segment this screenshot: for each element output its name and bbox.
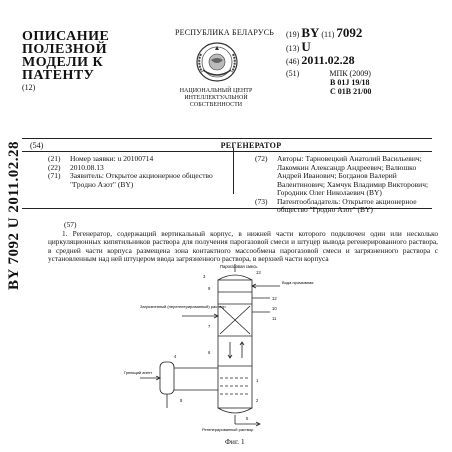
state-emblem-icon <box>193 40 241 84</box>
ref-number: 9 <box>208 286 211 291</box>
code-57: (57) <box>64 220 77 229</box>
mpk-class: C 01B 21/00 <box>330 87 372 96</box>
country-code: BY <box>301 25 320 40</box>
entry-code: (71) <box>48 171 61 180</box>
side-publication-number: BY 7092 U 2011.02.28 <box>6 140 22 290</box>
ref-number: 12 <box>272 296 277 301</box>
entry-text: Заявитель: Открытое акционерное общество "Гродно Азот" (BY) <box>70 171 213 189</box>
title-line: ПОЛЕЗНОЙ <box>22 42 108 57</box>
office-name: НАЦИОНАЛЬНЫЙ ЦЕНТР ИНТЕЛЛЕКТУАЛЬНОЙ СОБСТВЕННОСТИ <box>179 88 253 108</box>
divider <box>22 138 432 139</box>
code-54: (54) <box>30 141 44 150</box>
invention-title: РЕГЕНЕРАТОР <box>220 141 282 150</box>
divider <box>22 151 432 152</box>
title-line: ОПИСАНИЕ <box>22 29 110 44</box>
column-divider <box>233 148 234 194</box>
ref-number: 10 <box>272 306 277 311</box>
code-51: (51) <box>286 69 300 78</box>
abstract-text: 1. Регенератор, содержащий вертикальный корпус, в нижней части которого подключен один или несколько циркуляционных кипятильников раствора для получения парогазовой смеси и штуцер вывода регенерированного раствора, в средней части корпуса размещена зона контактного массообмена парогазовой смеси и загрязненного раствора с установленным над ней штуцером ввода загрязненного раствора, в верхней части корпуса <box>48 229 438 263</box>
column-top-cap <box>218 275 252 280</box>
ref-number: 6 <box>208 350 211 355</box>
entry-text: 2010.08.13 <box>70 162 104 172</box>
code-12: (12) <box>22 83 36 92</box>
ref-number: 2 <box>256 398 259 403</box>
code-13: (13) <box>286 44 300 53</box>
entry-code: (72) <box>255 154 268 163</box>
publication-codes <box>286 25 372 96</box>
bibliographic-right <box>255 155 437 215</box>
divider <box>22 208 432 209</box>
ref-number: 11 <box>272 316 277 321</box>
ref-number: 4 <box>174 354 177 359</box>
title-bar <box>22 141 432 150</box>
entry-code: (73) <box>255 196 268 206</box>
column-bottom-cap <box>218 408 252 413</box>
figure-caption: Фиг. 1 <box>225 437 245 446</box>
ref-number: 13 <box>256 270 261 275</box>
ref-number: 3 <box>203 274 206 279</box>
document-title <box>22 30 172 82</box>
bibliographic-left <box>48 155 218 189</box>
mpk-class: B 01J 19/18 <box>330 78 370 87</box>
biblio-entry <box>255 198 437 215</box>
publication-date: 2011.02.28 <box>301 53 355 67</box>
kind-code: U <box>301 39 311 54</box>
label-contaminated-solution: Загрязненный (нерегенерированный) раствор <box>140 304 226 309</box>
code-11: (11) <box>321 30 335 39</box>
label-heating-agent: Греющий агент <box>124 370 153 375</box>
country-name: РЕСПУБЛИКА БЕЛАРУСЬ <box>175 28 275 37</box>
entry-code: (21) <box>48 154 61 163</box>
biblio-entry <box>255 155 437 198</box>
entry-text: Авторы: Тарновецкий Анатолий Васильевич; Лакомкин Александр Андреевич; Валюшко Андрей Иванович; Богданов Валерий Валентинович; Хамчук Владимир Викторович; Городник Олег Николаевич (BY) <box>277 154 429 197</box>
title-line: ПАТЕНТУ <box>22 68 95 83</box>
label-steam-gas-mix: Парогазовая смесь <box>220 264 258 269</box>
entry-code: (22) <box>48 162 61 172</box>
label-wash-water: Вода промывная <box>282 280 314 285</box>
title-line: МОДЕЛИ К <box>22 55 104 70</box>
ref-number: 1 <box>256 378 259 383</box>
regenerator-diagram <box>120 262 360 432</box>
patent-number: 7092 <box>336 25 363 40</box>
column-body <box>218 280 252 408</box>
ref-number: 8 <box>180 398 183 403</box>
biblio-entry <box>48 172 218 189</box>
ref-number: 7 <box>208 324 211 329</box>
label-regenerated-solution: Регенерированный раствор <box>202 427 254 432</box>
reboiler <box>160 362 174 394</box>
ref-number: 5 <box>246 416 249 421</box>
entry-text: Патентообладатель: Открытое акционерное общество "Гродно Азот" (BY) <box>277 196 417 214</box>
entry-text: Номер заявки: u 20100714 <box>70 154 154 163</box>
code-46: (46) <box>286 57 300 66</box>
code-19: (19) <box>286 30 300 39</box>
mpk-label: МПК (2009) <box>329 69 371 78</box>
